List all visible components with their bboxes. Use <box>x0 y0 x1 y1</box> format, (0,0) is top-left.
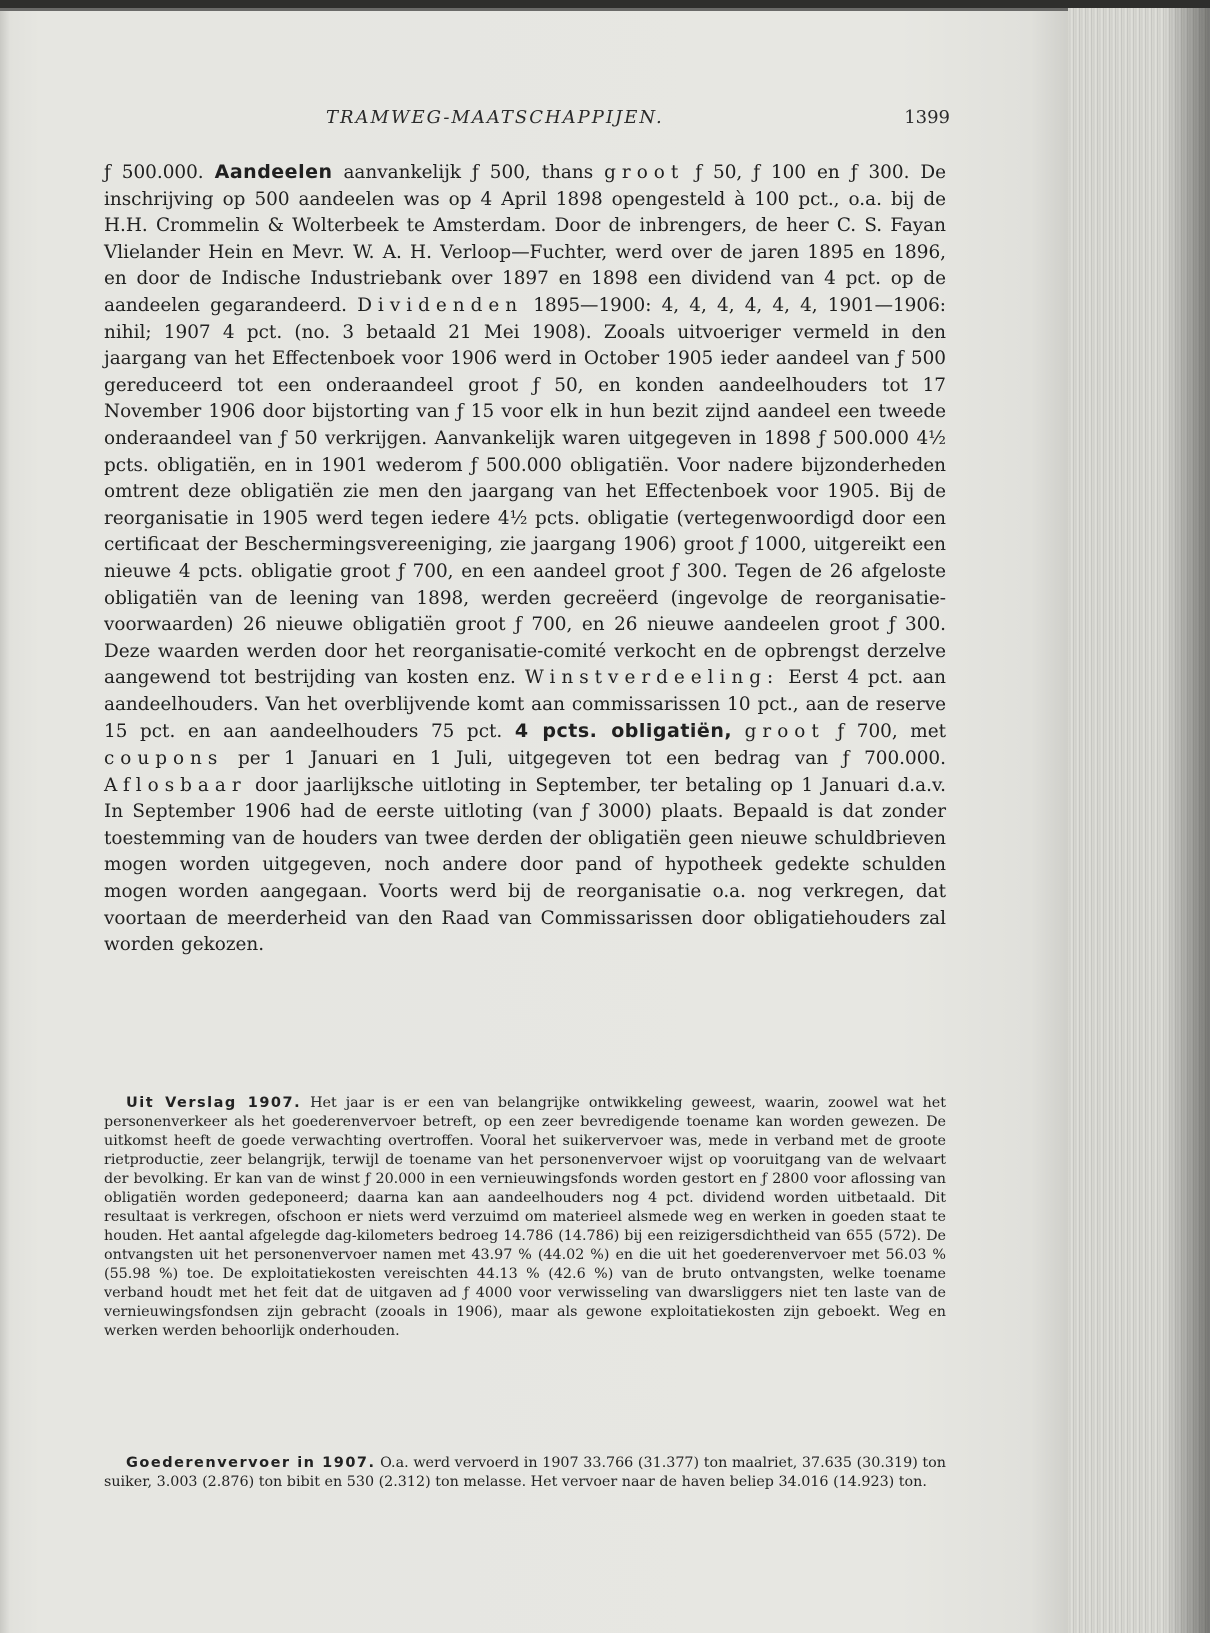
text-run: 1895—1900: 4, 4, 4, 4, 4, 4, 1901—1906: nihil; 1907 4 pct. (no. 3 betaald 21 Mei 1908). Zooals uitvoeriger vermeld in den jaargang van het Effectenboek voor 1906 werd in October 1905 ieder aandeel van ƒ 500 gereduceerd tot een onderaandeel groot ƒ 50, en konden aandeelhouders tot 17 November 1906 door bijstorting van ƒ 15 voor elk in hun bezit zijnd aandeel een tweede onderaandeel van ƒ 50 verkrijgen. Aanvankelijk waren uitgegeven in 1898 ƒ 500.000 4½ pcts. obligatiën, en in 1901 wederom ƒ 500.000 obligatiën. Voor nadere bijzonderheden omtrent deze obligatiën zie men den jaargang van het Effectenboek voor 1905. Bij de reorganisatie in 1905 werd tegen iedere 4½ pcts. obligatie (vertegenwoordigd door een certificaat der Beschermingsvereeniging, zie jaargang 1906) groot ƒ 1000, uitgereikt een nieuwe 4 pcts. obligatie groot ƒ 700, en een aandeel groot ƒ 300. Tegen de 26 afgeloste obligatiën van de leening van 1898, werden gecreëerd (ingevolge de reorganisatie-voorwaarden) 26 nieuwe obligatiën groot ƒ 700, en 26 nieuwe aandeelen groot ƒ 300. Deze waarden werden door het reorganisatie-comité verkocht en de opbrengst derzelve aangewend tot bestrijding van kosten enz. <box>104 294 946 689</box>
freight-text: O.a. werd vervoerd in 1907 33.766 (31.377) ton maalriet, 37.635 (30.319) ton suiker, 3.003 (2.876) ton bibit en 530 (2.312) ton melasse. Het vervoer naar de haven beliep 34.016 (14.923) ton. <box>104 1455 946 1490</box>
page-sheet <box>0 8 1068 1633</box>
running-title: TRAMWEG-MAATSCHAPPIJEN. <box>326 107 664 128</box>
spaced-term: Aflosbaar <box>104 774 247 796</box>
spaced-term: groot <box>744 721 825 743</box>
section-heading-bonds: 4 pcts. obligatiën, <box>514 720 733 743</box>
spaced-term: Dividenden <box>357 294 524 316</box>
spaced-term: groot <box>604 162 685 183</box>
annual-report-paragraph <box>104 1094 946 1341</box>
text-run: ƒ 700, met <box>837 721 946 743</box>
text-run: Eerst 4 pct. aan aandeelhouders. Van het overblijvende komt aan commissarissen 10 pct., aan de reserve 15 pct. en aan aandeelhouders 75 pct. <box>104 667 946 743</box>
spaced-term: coupons <box>104 748 224 770</box>
spaced-term: Winstverdeeling: <box>524 667 780 689</box>
text-run: ƒ 50, ƒ 100 en ƒ 300. De inschrijving op 500 aandeelen was op 4 April 1898 opengesteld à 100 pct., o.a. bij de H.H. Crommelin & Wolterbeek te Amsterdam. Door de inbrengers, de heer C. S. Fayan Vlielander Hein en Mevr. W. A. H. Verloop—Fuchter, werd over de jaren 1895 en 1896, en door de Indische Industriebank over 1897 en 1898 een dividend van 4 pct. op de aandeelen gegarandeerd. <box>104 162 946 316</box>
freight-paragraph <box>104 1454 946 1492</box>
text-run: per 1 Januari en 1 Juli, uitgegeven tot een bedrag van ƒ 700.000. <box>237 748 946 770</box>
section-heading-shares: Aandeelen <box>214 161 333 183</box>
text-run: aanvankelijk ƒ 500, thans <box>343 162 594 183</box>
text-run: ƒ 500.000. <box>104 162 204 183</box>
report-text: Het jaar is er een van belangrijke ontwikkeling geweest, waarin, zoowel wat het personenverkeer als het goederenvervoer betreft, op een zeer bevredigende toename kan worden gewezen. De uitkomst heeft de goede verwachting overtroffen. Vooral het suikervervoer was, mede in verband met de groote rietproductie, zeer belangrijk, terwijl de toename van het personenvervoer wijst op vooruitgang van de welvaart der bevolking. Er kan van de winst ƒ 20.000 in een vernieuwingsfonds worden gestort en ƒ 2800 voor aflossing van obligatiën worden gedeponeerd; daarna kan aan aandeelhouders nog 4 pct. dividend worden uitbetaald. Dit resultaat is verkregen, ofschoon er niets werd verzuimd om materieel alsmede weg en werken in goeden staat te houden. Het aantal afgelegde dag-kilometers bedroeg 14.786 (14.786) bij een reizigersdichtheid van 655 (572). De ontvangsten uit het personenvervoer namen met 43.97 % (44.02 %) en die uit het goederenvervoer met 56.03 % (55.98 %) toe. De exploitatiekosten vereischten 44.13 % (42.6 %) van de bruto ontvangsten, welke toename verband houdt met het feit dat de uitgaven ad ƒ 4000 voor verwisseling van dwarsliggers niet ten laste van de vernieuwingsfondsen zijn gebracht (zooals in 1906), maar als gewone exploitatiekosten zijn geboekt. Weg en werken werden behoorlijk onderhouden. <box>104 1095 946 1339</box>
book-page-edges <box>1068 8 1210 1633</box>
text-run: door jaarlijksche uitloting in September, ter betaling op 1 Januari d.a.v. In September 1906 had de eerste uitloting (van ƒ 3000) plaats. Bepaald is dat zonder toestemming van de houders van twee derden der obligatiën geen nieuwe schuldbrieven mogen worden uitgegeven, noch andere door pand of hypotheek gedekte schulden mogen worden aangegaan. Voorts werd bij de reorganisatie o.a. nog verkregen, dat voortaan de meerderheid van den Raad van Commissarissen door obligatiehouders zal worden gekozen. <box>104 774 946 956</box>
report-heading: Uit Verslag 1907. <box>126 1095 302 1111</box>
freight-heading: Goederenvervoer in 1907. <box>126 1455 376 1471</box>
main-paragraph <box>104 159 946 959</box>
page-number: 1399 <box>904 107 950 128</box>
